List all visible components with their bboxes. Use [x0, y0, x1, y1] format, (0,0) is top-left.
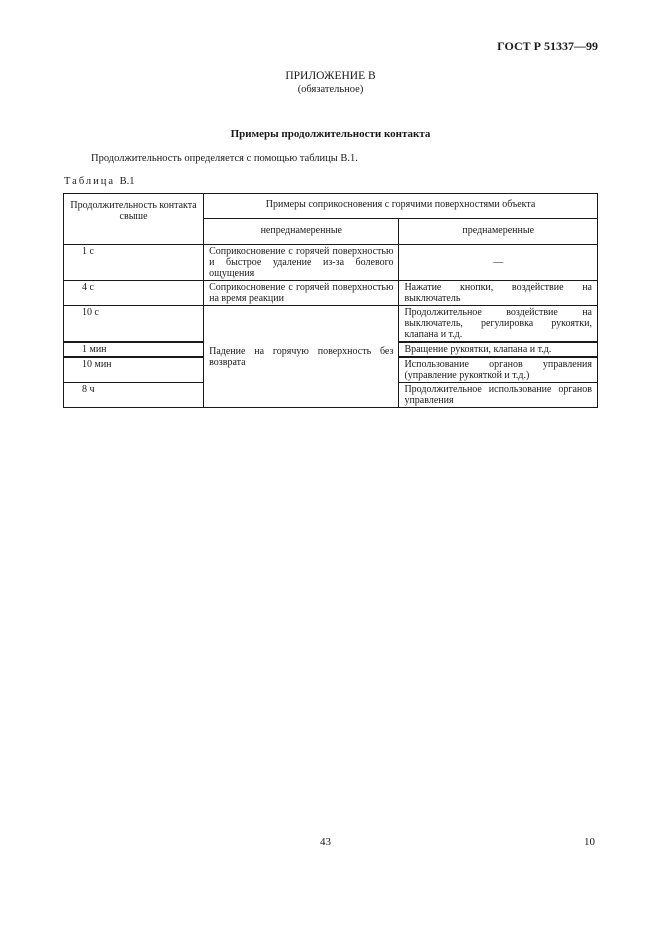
intended-cell: Продолжительное использование органов управления [399, 383, 598, 408]
duration-cell: 10 мин [64, 357, 204, 383]
standard-number: ГОСТ Р 51337—99 [497, 39, 598, 53]
merged-unintended-cell: Падение на горячую поверхность без возврата [204, 306, 399, 408]
contact-duration-table [63, 193, 598, 408]
table-caption [64, 176, 135, 187]
duration-cell: 1 с [64, 245, 204, 281]
unintended-cell: Соприкосновение с горячей поверхностью на время реакции [204, 281, 399, 306]
table-row [64, 306, 598, 343]
header-intended: преднамеренные [399, 219, 598, 245]
duration-cell: 8 ч [64, 383, 204, 408]
section-title: Примеры продолжительности контакта [230, 128, 431, 140]
table-header-row [64, 194, 598, 219]
duration-cell: 4 с [64, 281, 204, 306]
table-caption-number: В.1 [119, 176, 135, 187]
duration-cell: 10 с [64, 306, 204, 343]
footer-right-number: 10 [584, 836, 595, 848]
table-row [64, 245, 598, 281]
unintended-cell: Соприкосновение с горячей поверхностью и быстрое удаление из-за болевого ощущения [204, 245, 399, 281]
appendix-title: ПРИЛОЖЕНИЕ В [285, 70, 376, 82]
intended-cell: — [399, 245, 598, 281]
intended-cell: Продолжительное воздействие на выключатель, регулировка рукоятки, клапана и т.д. [399, 306, 598, 343]
header-group: Примеры соприкосновения с горячими поверхностями объекта [204, 194, 598, 219]
header-unintended: непреднамеренные [204, 219, 399, 245]
appendix-subtitle: (обязательное) [297, 84, 364, 95]
table-row [64, 281, 598, 306]
intro-text: Продолжительность определяется с помощью таблицы В.1. [91, 153, 358, 164]
intended-cell: Нажатие кнопки, воздействие на выключатель [399, 281, 598, 306]
intended-cell: Использование органов управления (управление рукояткой и т.д.) [399, 357, 598, 383]
page-number: 43 [320, 836, 331, 848]
intended-cell: Вращение рукоятки, клапана и т.д. [399, 342, 598, 357]
duration-cell: 1 мин [64, 342, 204, 357]
header-duration: Продолжительность контакта свыше [64, 194, 204, 245]
table-caption-label: Таблица [64, 176, 116, 187]
